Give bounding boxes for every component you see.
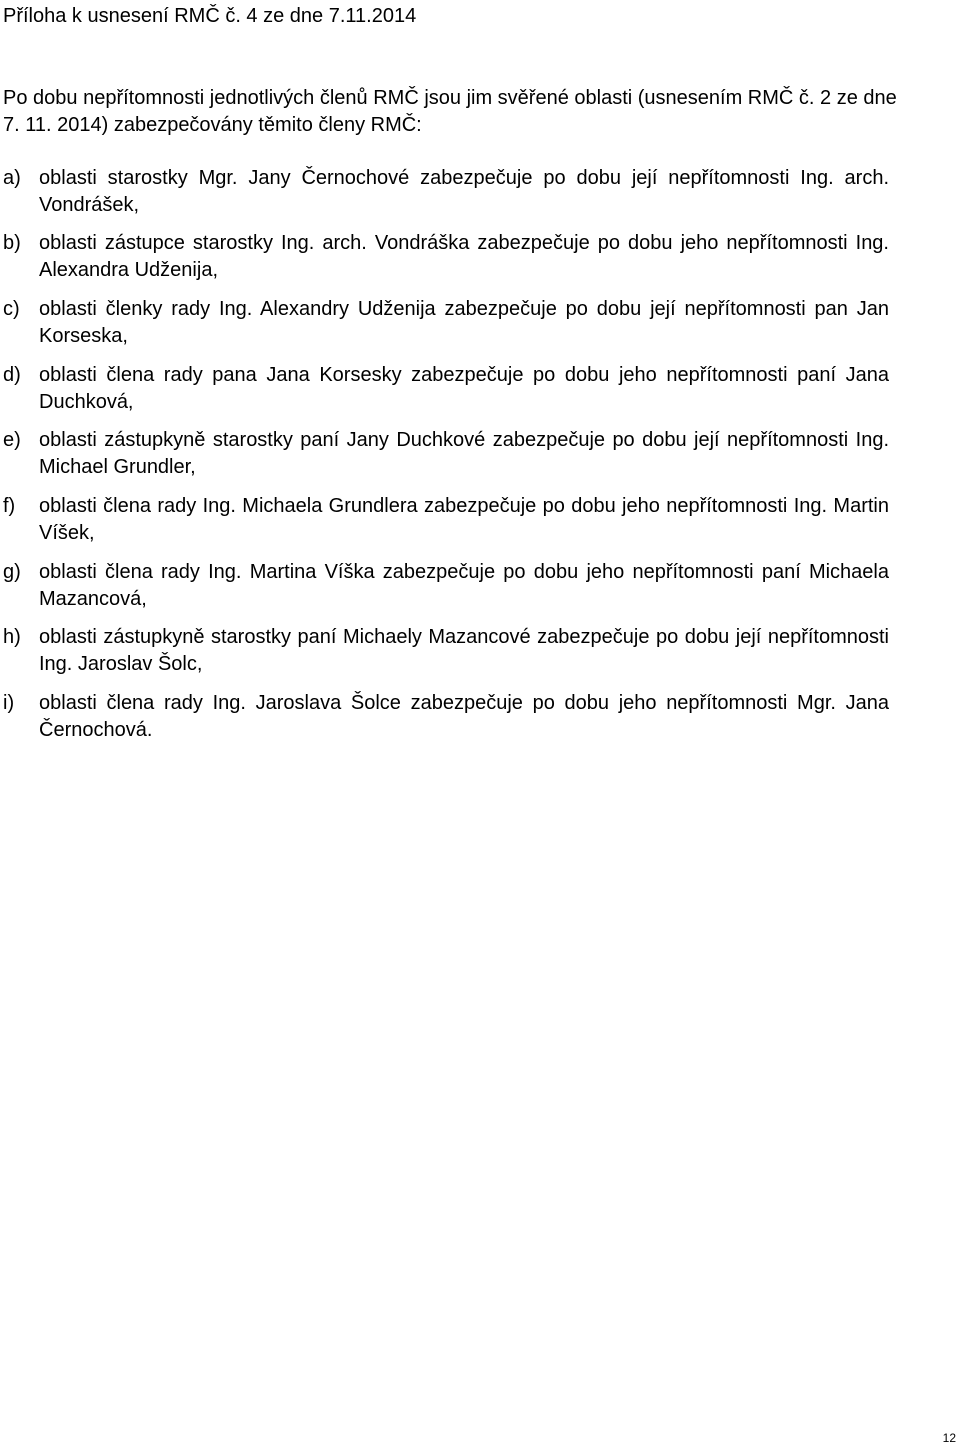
list-item-letter: a) bbox=[3, 167, 21, 189]
list-item-f bbox=[3, 493, 889, 547]
list-item-letter: b) bbox=[3, 232, 21, 254]
list-item-g bbox=[3, 559, 889, 613]
list-item-letter: c) bbox=[3, 298, 20, 320]
list-item-text: oblasti člena rady Ing. Jaroslava Šolce zabezpečuje po dobu jeho nepřítomnosti Mgr. Jana Černochová. bbox=[39, 692, 889, 741]
list-item-text: oblasti člena rady pana Jana Korsesky zabezpečuje po dobu jeho nepřítomnosti paní Jana Duchková, bbox=[39, 364, 889, 413]
list-item-e bbox=[3, 427, 889, 481]
list-item-text: oblasti člena rady Ing. Martina Víška zabezpečuje po dobu jeho nepřítomnosti paní Michaela Mazancová, bbox=[39, 561, 889, 610]
list-item-letter: d) bbox=[3, 364, 21, 386]
page-title: Příloha k usnesení RMČ č. 4 ze dne 7.11.2014 bbox=[3, 5, 417, 27]
list-item-c bbox=[3, 296, 889, 350]
list-item-b bbox=[3, 230, 889, 284]
list-item-letter: f) bbox=[3, 495, 16, 517]
list-item-text: oblasti člena rady Ing. Michaela Grundlera zabezpečuje po dobu jeho nepřítomnosti Ing. Martin Víšek, bbox=[39, 495, 889, 544]
list-item-letter: i) bbox=[3, 692, 15, 714]
list-item-i bbox=[3, 690, 889, 744]
list-item-d bbox=[3, 362, 889, 416]
list-item-text: oblasti zástupce starostky Ing. arch. Vondráška zabezpečuje po dobu jeho nepřítomnosti Ing. Alexandra Udženija, bbox=[39, 232, 889, 281]
list-item-text: oblasti zástupkyně starostky paní Jany Duchkové zabezpečuje po dobu její nepřítomnosti Ing. Michael Grundler, bbox=[39, 429, 889, 478]
list-item-h bbox=[3, 624, 889, 678]
list-item-letter: h) bbox=[3, 626, 21, 648]
intro-paragraph: Po dobu nepřítomnosti jednotlivých členů RMČ jsou jim svěřené oblasti (usnesením RMČ č. 2 ze dne 7. 11. 2014) zabezpečovány těmito členy RMČ: bbox=[3, 87, 897, 136]
list-item-letter: e) bbox=[3, 429, 21, 451]
list-item-a bbox=[3, 165, 889, 219]
list-item-text: oblasti starostky Mgr. Jany Černochové zabezpečuje po dobu její nepřítomnosti Ing. arch. Vondrášek, bbox=[39, 167, 889, 216]
list-item-letter: g) bbox=[3, 561, 21, 583]
list-item-text: oblasti členky rady Ing. Alexandry Udženija zabezpečuje po dobu její nepřítomnosti pan Jan Korseska, bbox=[39, 298, 889, 347]
list-item-text: oblasti zástupkyně starostky paní Michaely Mazancové zabezpečuje po dobu její nepřítomnosti Ing. Jaroslav Šolc, bbox=[39, 626, 889, 675]
page-number: 12 bbox=[942, 1431, 956, 1445]
